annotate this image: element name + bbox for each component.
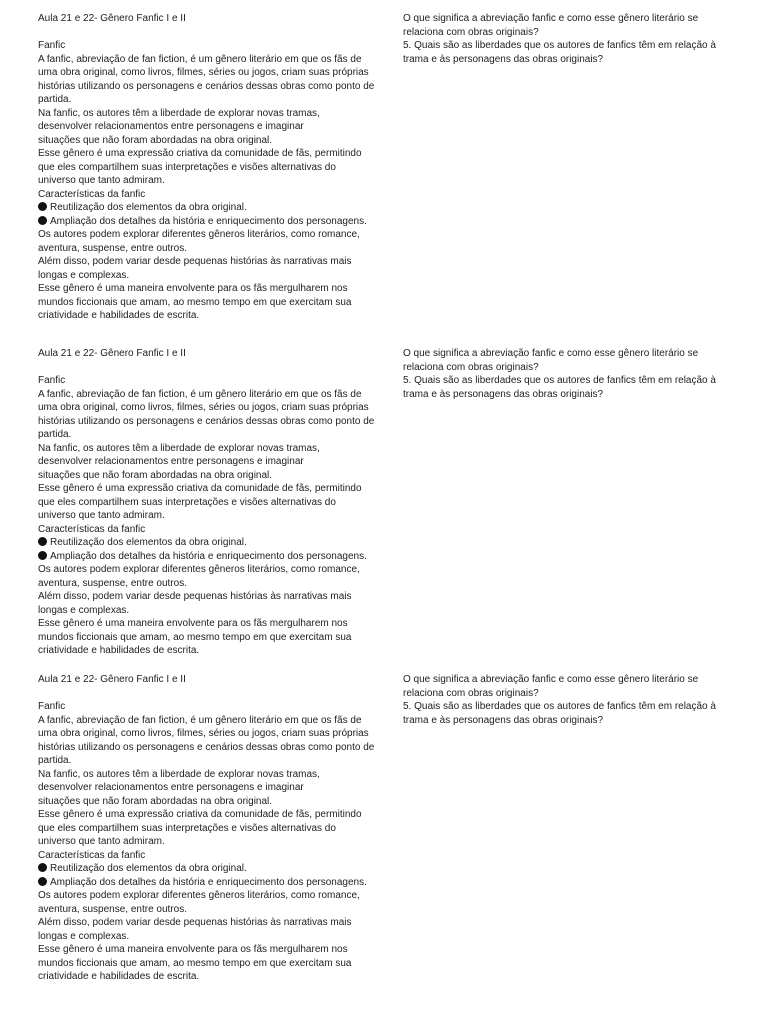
body-line: histórias utilizando os personagens e cenários dessas obras como ponto de — [38, 415, 375, 427]
body-line: desenvolver relacionamentos entre personagens e imaginar — [38, 121, 304, 132]
body-line: A fanfic, abreviação de fan fiction, é um gênero literário em que os fãs de — [38, 714, 362, 726]
question-line: relaciona com obras originais? — [403, 26, 539, 38]
body-line: aventura, suspense, entre outros. — [38, 242, 187, 254]
lesson-block-3 — [0, 673, 768, 1003]
body-line: histórias utilizando os personagens e cenários dessas obras como ponto de — [38, 741, 375, 753]
body-line: Esse gênero é uma expressão criativa da comunidade de fãs, permitindo — [38, 809, 362, 820]
bullet-dot-icon — [38, 202, 47, 211]
question-line: relaciona com obras originais? — [403, 687, 539, 699]
body-line: desenvolver relacionamentos entre personagens e imaginar — [38, 782, 304, 793]
question-line: O que significa a abreviação fanfic e como esse gênero literário se — [403, 348, 699, 359]
body-line: desenvolver relacionamentos entre personagens e imaginar — [38, 456, 304, 467]
body-line: que eles compartilhem suas interpretações e visões alternativas do — [38, 822, 336, 834]
question-line: O que significa a abreviação fanfic e como esse gênero literário se — [403, 13, 699, 24]
bullet-item: Reutilização dos elementos da obra original. — [38, 862, 394, 876]
body-line: Esse gênero é uma expressão criativa da comunidade de fãs, permitindo — [38, 483, 362, 494]
body-line: partida. — [38, 429, 72, 440]
body-line: Na fanfic, os autores têm a liberdade de explorar novas tramas, — [38, 442, 320, 454]
body-line: Na fanfic, os autores têm a liberdade de explorar novas tramas, — [38, 768, 320, 780]
bullet-item: Ampliação dos detalhes da história e enriquecimento dos personagens. — [38, 550, 394, 564]
body-line: Esse gênero é uma expressão criativa da comunidade de fãs, permitindo — [38, 148, 362, 159]
body-line: Esse gênero é uma maneira envolvente para os fãs mergulharem nos — [38, 283, 348, 294]
bullet-item: Ampliação dos detalhes da história e enriquecimento dos personagens. — [38, 215, 394, 229]
body-line: Características da fanfic — [38, 523, 146, 535]
body-line: Esse gênero é uma maneira envolvente para os fãs mergulharem nos — [38, 944, 348, 955]
lesson-block-2 — [0, 347, 768, 677]
lesson-title: Aula 21 e 22- Gênero Fanfic I e II — [38, 674, 186, 685]
lesson-text-column — [38, 673, 394, 984]
section-heading: Fanfic — [38, 701, 66, 712]
question-line: 5. Quais são as liberdades que os autores de fanfics têm em relação à — [403, 375, 716, 386]
body-line: mundos ficcionais que amam, ao mesmo tempo em que exercitam sua — [38, 957, 352, 969]
body-line: histórias utilizando os personagens e cenários dessas obras como ponto de — [38, 80, 375, 92]
questions-column — [403, 12, 753, 66]
bullet-dot-icon — [38, 537, 47, 546]
body-line: Características da fanfic — [38, 849, 146, 861]
question-line: trama e às personagens das obras originais? — [403, 53, 604, 65]
body-line: uma obra original, como livros, filmes, séries ou jogos, criam suas próprias — [38, 728, 369, 739]
bullet-item: Ampliação dos detalhes da história e enriquecimento dos personagens. — [38, 876, 394, 890]
body-line: mundos ficcionais que amam, ao mesmo tempo em que exercitam sua — [38, 631, 352, 643]
body-line: universo que tanto admiram. — [38, 510, 165, 521]
body-line: universo que tanto admiram. — [38, 836, 165, 847]
body-line: Esse gênero é uma maneira envolvente para os fãs mergulharem nos — [38, 618, 348, 629]
lesson-title: Aula 21 e 22- Gênero Fanfic I e II — [38, 13, 186, 24]
body-line: que eles compartilhem suas interpretações e visões alternativas do — [38, 496, 336, 508]
bullet-dot-icon — [38, 551, 47, 560]
body-line: aventura, suspense, entre outros. — [38, 903, 187, 915]
body-line: universo que tanto admiram. — [38, 175, 165, 186]
body-line: aventura, suspense, entre outros. — [38, 577, 187, 589]
body-line: Os autores podem explorar diferentes gêneros literários, como romance, — [38, 890, 360, 901]
body-line: mundos ficcionais que amam, ao mesmo tempo em que exercitam sua — [38, 296, 352, 308]
body-line: que eles compartilhem suas interpretações e visões alternativas do — [38, 161, 336, 173]
body-line: situações que não foram abordadas na obra original. — [38, 469, 273, 481]
lesson-text-column — [38, 12, 394, 323]
body-line: Características da fanfic — [38, 188, 146, 200]
body-line: Na fanfic, os autores têm a liberdade de explorar novas tramas, — [38, 107, 320, 119]
lesson-block-1 — [0, 12, 768, 342]
body-line: criatividade e habilidades de escrita. — [38, 310, 200, 321]
questions-column — [403, 673, 753, 727]
question-line: relaciona com obras originais? — [403, 361, 539, 373]
question-line: O que significa a abreviação fanfic e como esse gênero literário se — [403, 674, 699, 685]
body-line: partida. — [38, 755, 72, 766]
body-line: longas e complexas. — [38, 930, 130, 942]
bullet-item: Reutilização dos elementos da obra original. — [38, 201, 394, 215]
bullet-item: Reutilização dos elementos da obra original. — [38, 536, 394, 550]
body-line: criatividade e habilidades de escrita. — [38, 971, 200, 982]
bullet-dot-icon — [38, 216, 47, 225]
question-line: 5. Quais são as liberdades que os autores de fanfics têm em relação à — [403, 701, 716, 712]
body-line: Os autores podem explorar diferentes gêneros literários, como romance, — [38, 564, 360, 575]
body-line: longas e complexas. — [38, 604, 130, 616]
body-line: uma obra original, como livros, filmes, séries ou jogos, criam suas próprias — [38, 402, 369, 413]
lesson-text-column — [38, 347, 394, 658]
question-line: trama e às personagens das obras originais? — [403, 388, 604, 400]
body-line: partida. — [38, 94, 72, 105]
question-line: trama e às personagens das obras originais? — [403, 714, 604, 726]
body-line: uma obra original, como livros, filmes, séries ou jogos, criam suas próprias — [38, 67, 369, 78]
bullet-dot-icon — [38, 877, 47, 886]
body-line: Além disso, podem variar desde pequenas histórias às narrativas mais — [38, 591, 352, 602]
questions-column — [403, 347, 753, 401]
body-line: Os autores podem explorar diferentes gêneros literários, como romance, — [38, 229, 360, 240]
section-heading: Fanfic — [38, 40, 66, 51]
body-line: Além disso, podem variar desde pequenas histórias às narrativas mais — [38, 917, 352, 928]
body-line: situações que não foram abordadas na obra original. — [38, 795, 273, 807]
body-line: criatividade e habilidades de escrita. — [38, 645, 200, 656]
body-line: A fanfic, abreviação de fan fiction, é um gênero literário em que os fãs de — [38, 388, 362, 400]
body-line: longas e complexas. — [38, 269, 130, 281]
section-heading: Fanfic — [38, 375, 66, 386]
question-line: 5. Quais são as liberdades que os autores de fanfics têm em relação à — [403, 40, 716, 51]
body-line: A fanfic, abreviação de fan fiction, é um gênero literário em que os fãs de — [38, 53, 362, 65]
lesson-title: Aula 21 e 22- Gênero Fanfic I e II — [38, 348, 186, 359]
body-line: Além disso, podem variar desde pequenas histórias às narrativas mais — [38, 256, 352, 267]
bullet-dot-icon — [38, 863, 47, 872]
body-line: situações que não foram abordadas na obra original. — [38, 134, 273, 146]
